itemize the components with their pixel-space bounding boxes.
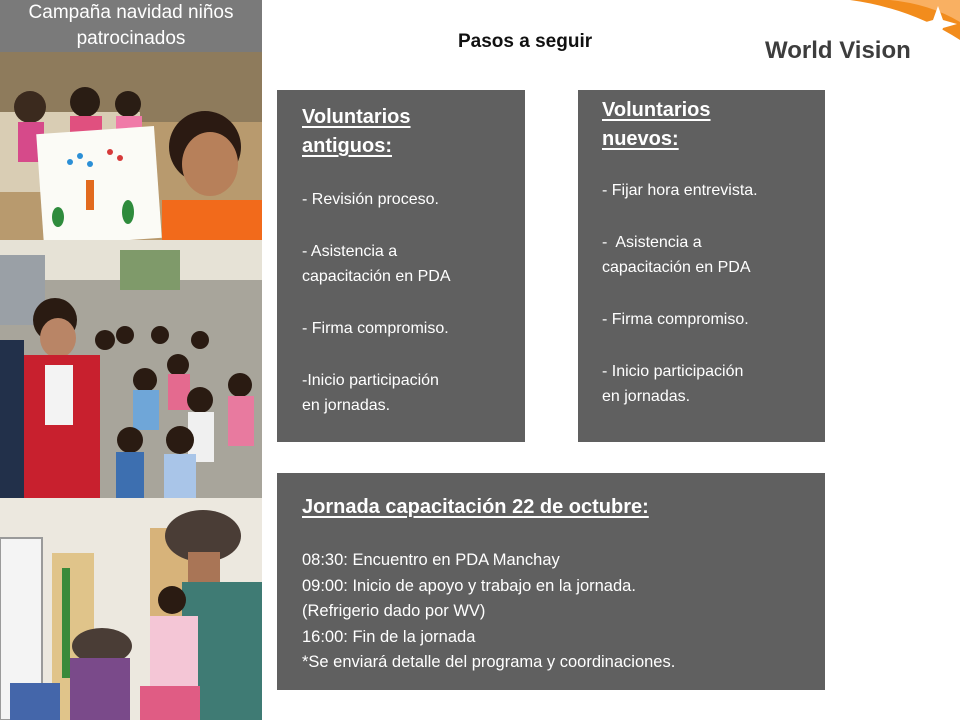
heading-line-1: Voluntarios xyxy=(602,99,711,121)
step-text: - Inicio participación xyxy=(602,363,744,380)
step-item xyxy=(602,178,811,203)
panel-training-day xyxy=(277,473,825,690)
heading-line-1: Voluntarios xyxy=(302,106,411,128)
heading-line-2: nuevos: xyxy=(602,128,679,150)
step-item xyxy=(302,239,511,289)
step-text-cont: capacitación en PDA xyxy=(602,259,751,276)
campaign-title-line-1: Campaña navidad niños xyxy=(28,2,234,23)
logo-text: World Vision xyxy=(765,37,911,64)
campaign-title xyxy=(0,0,262,52)
panel-old-volunteers-heading xyxy=(302,103,511,161)
step-text-cont: en jornadas. xyxy=(602,388,691,405)
schedule-line: 09:00: Inicio de apoyo y trabajo en la jornada. xyxy=(302,576,636,595)
step-item xyxy=(602,307,811,332)
photo-children-drawing xyxy=(0,52,262,240)
step-text: - Firma compromiso. xyxy=(302,320,449,337)
panel-new-volunteers xyxy=(578,90,825,442)
step-text-cont: en jornadas. xyxy=(302,397,391,414)
step-item xyxy=(602,230,811,280)
step-text: - Firma compromiso. xyxy=(602,311,749,328)
step-text: -Inicio participación xyxy=(302,372,439,389)
page-title: Pasos a seguir xyxy=(458,31,593,52)
panel-new-volunteers-heading xyxy=(602,96,811,154)
step-text: - Asistencia a xyxy=(302,243,398,260)
step-text-cont: capacitación en PDA xyxy=(302,268,451,285)
new-volunteers-steps xyxy=(602,178,811,409)
step-item xyxy=(302,187,511,212)
step-item xyxy=(302,316,511,341)
schedule-line: 08:30: Encuentro en PDA Manchay xyxy=(302,551,560,569)
panel-old-volunteers xyxy=(277,90,525,442)
step-item xyxy=(302,368,511,418)
photo-teacher-children-street xyxy=(0,240,262,498)
old-volunteers-steps xyxy=(302,187,511,418)
schedule-line: *Se enviará detalle del programa y coordinaciones. xyxy=(302,653,676,671)
training-heading: Jornada capacitación 22 de octubre: xyxy=(302,496,649,518)
heading-line-2: antiguos: xyxy=(302,135,392,157)
photo-measuring-child xyxy=(0,498,262,720)
campaign-title-line-2: patrocinados xyxy=(76,28,186,49)
training-schedule xyxy=(302,548,807,676)
schedule-line: 16:00: Fin de la jornada xyxy=(302,627,476,646)
step-text: - Revisión proceso. xyxy=(302,191,439,208)
schedule-line: (Refrigerio dado por WV) xyxy=(302,602,486,620)
left-photo-column xyxy=(0,0,262,720)
world-vision-logo xyxy=(740,0,960,90)
step-text: - Fijar hora entrevista. xyxy=(602,182,758,199)
step-text: - Asistencia a xyxy=(602,234,702,251)
step-item xyxy=(602,359,811,409)
